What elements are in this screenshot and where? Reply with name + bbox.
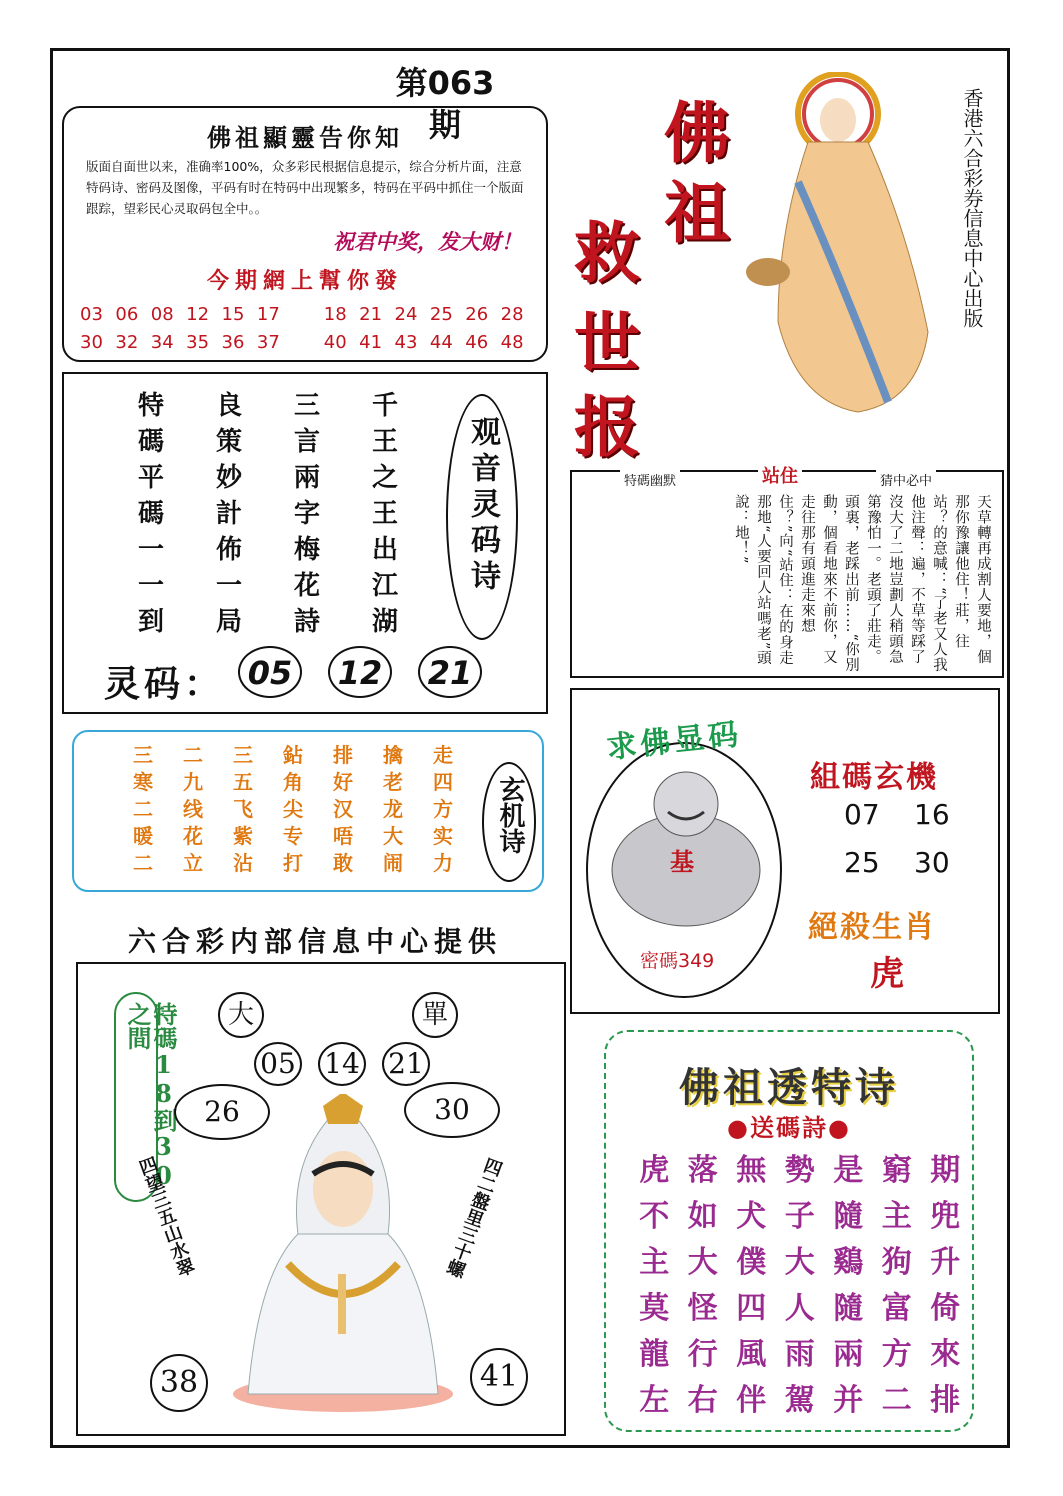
poem-char: 角 [283, 770, 303, 794]
ling-oval-label: 观音灵码诗 [465, 416, 500, 596]
numbers-row-1 [80, 304, 536, 325]
poem-char: 四 [433, 770, 453, 794]
poem-char: 勢 [784, 1153, 815, 1188]
poem-char: 排 [930, 1383, 961, 1418]
number: 41 [359, 332, 383, 353]
right-num: 30 [404, 1082, 500, 1138]
guanyin-box [76, 962, 566, 1436]
poem-char: 到 [137, 607, 164, 637]
poem-char: 紫 [233, 824, 253, 848]
number: 43 [394, 332, 418, 353]
crown [323, 1094, 363, 1124]
poem-char: 二 [133, 797, 153, 821]
fozu-poem-box [604, 1030, 974, 1432]
humor-tag-left: 特碼幽默 [620, 470, 680, 489]
standing-buddha [738, 72, 948, 422]
poem-char: 四 [736, 1291, 767, 1326]
number: 26 [465, 304, 489, 325]
poem-char: 是 [833, 1153, 864, 1188]
title-char: 佛 [664, 94, 730, 172]
left-poem: 四望三五山水翠 [134, 1154, 197, 1280]
number: 32 [115, 332, 139, 353]
bullet-icon: ● [828, 1113, 851, 1142]
poem-char: 犬 [736, 1199, 767, 1234]
notice-wish: 祝君中奖，发大财！ [333, 229, 522, 254]
ling-code: 12 [328, 646, 392, 698]
poem-char: 言 [293, 427, 320, 457]
bullet-icon: ● [727, 1113, 750, 1142]
ling-poem-grid [112, 388, 424, 640]
poem-char: 五 [233, 770, 253, 794]
ling-code: 05 [238, 646, 302, 698]
poem-char: 鉆 [283, 743, 303, 767]
poem-char: 伴 [736, 1383, 767, 1418]
poem-char: 莫 [639, 1291, 670, 1326]
poem-char: 期 [930, 1153, 961, 1188]
title-char: 世 [574, 304, 640, 382]
poem-char: 擒 [383, 743, 403, 767]
poem-char: 平 [137, 463, 164, 493]
bottom-right-num: 41 [470, 1348, 528, 1406]
number: 15 [221, 304, 245, 325]
poem-char: 沾 [233, 851, 253, 875]
poem-char: 梅 [293, 535, 320, 565]
xuanji-label: 玄机诗 [495, 776, 525, 854]
poem-char: 兜 [930, 1199, 961, 1234]
bottom-left-num: 38 [150, 1354, 208, 1412]
poem-char: 主 [639, 1245, 670, 1280]
poem-char: 一 [137, 535, 164, 565]
notice-box [62, 106, 548, 362]
mima-base-char: 基 [670, 847, 694, 876]
title-char: 救 [574, 214, 640, 292]
top-num: 05 [254, 1042, 302, 1086]
ling-code: 21 [418, 646, 482, 698]
poem-char: 二 [183, 743, 203, 767]
poem-char: 飞 [233, 797, 253, 821]
poem-char: 字 [293, 499, 320, 529]
number: 44 [429, 332, 453, 353]
poem-char: 來 [930, 1337, 961, 1372]
poem-char: 不 [639, 1199, 670, 1234]
poem-char: 线 [183, 797, 203, 821]
humor-tag-center: 站住 [758, 462, 802, 488]
combo-num: 25 [844, 846, 880, 879]
poem-char: 局 [215, 607, 242, 637]
poem-char: 花 [183, 824, 203, 848]
notice-title: 佛祖顯靈告你知 [207, 123, 403, 152]
vase [338, 1274, 346, 1334]
fozu-grid [630, 1148, 970, 1424]
number: 25 [429, 304, 453, 325]
fozu-title: 佛祖透特诗 [679, 1064, 899, 1111]
poem-char: 碼 [137, 427, 164, 457]
poem-char: 千 [371, 391, 398, 421]
title-char: 祖 [664, 174, 730, 252]
number: 30 [80, 332, 103, 353]
poem-char: 人 [784, 1291, 815, 1326]
humor-tag-right: 猜中必中 [876, 470, 936, 489]
top-num: 14 [318, 1042, 366, 1086]
guanyin-figure [228, 1094, 458, 1414]
publisher-text: 香港六合彩券信息中心出版 [960, 88, 984, 328]
combo-num: 16 [914, 798, 950, 831]
fozu-subtitle-row [606, 1108, 972, 1143]
poem-char: 無 [736, 1153, 767, 1188]
poem-char: 子 [784, 1199, 815, 1234]
title-char: 报 [574, 388, 640, 466]
poem-char: 九 [183, 770, 203, 794]
number: 21 [359, 304, 383, 325]
poem-char: 計 [215, 499, 242, 529]
poem-char: 如 [687, 1199, 718, 1234]
number: 36 [221, 332, 245, 353]
number: 37 [256, 332, 280, 353]
dan-circle: 單 [412, 992, 458, 1038]
poem-char: 王 [371, 427, 398, 457]
poem-char: 实 [433, 824, 453, 848]
humor-text: 天草轉再成割人要地，個那你豫讓他住！莊，往站？的意喊：“了老又人我他注聲：遍，不草等踩了沒大了二地豈劃人稍頭急第豫怕一。老頭了莊走。頭裏，老踩出前……“你別動，個看地來不前你，又走往那有頭進走來想住？”向“站住：在的身走那地“人要回人站嗎老”頭說：地！” [733, 494, 991, 673]
poem-char: 一 [137, 571, 164, 601]
poem-char: 隨 [833, 1199, 864, 1234]
poem-char: 力 [433, 851, 453, 875]
poem-char: 主 [881, 1199, 912, 1234]
poem-char: 倚 [930, 1291, 961, 1326]
poem-char: 出 [371, 535, 398, 565]
poem-char: 唔 [333, 824, 353, 848]
number: 48 [500, 332, 524, 353]
ling-oval [446, 394, 518, 640]
poem-char: 暖 [133, 824, 153, 848]
issue-number: 第063期 [395, 64, 495, 144]
top-num: 21 [382, 1042, 430, 1086]
poem-char: 汉 [333, 797, 353, 821]
xuanji-oval [482, 762, 536, 882]
number: 06 [115, 304, 139, 325]
combo-num: 07 [844, 798, 880, 831]
poem-char: 駕 [784, 1383, 815, 1418]
kill-value: 虎 [870, 954, 904, 994]
mima-arc-text: 求佛显码 [604, 716, 744, 766]
poem-char: 三 [233, 743, 253, 767]
poem-char: 敢 [333, 851, 353, 875]
poem-char: 大 [687, 1245, 718, 1280]
poem-char: 方 [433, 797, 453, 821]
poem-char: 詩 [293, 607, 320, 637]
number: 17 [256, 304, 280, 325]
poem-char: 雨 [784, 1337, 815, 1372]
ling-label: 灵码： [104, 663, 225, 705]
poem-char: 大 [784, 1245, 815, 1280]
number: 08 [150, 304, 174, 325]
poem-char: 方 [881, 1337, 912, 1372]
combo-num: 30 [914, 846, 950, 879]
kill-title: 絕殺生肖 [808, 910, 936, 945]
number: 18 [323, 304, 347, 325]
poem-char: 兩 [833, 1337, 864, 1372]
ling-poem-box [62, 372, 548, 714]
numbers-row-2 [80, 332, 536, 353]
humor-box [570, 466, 1004, 678]
basket [746, 258, 790, 286]
poem-char: 左 [639, 1383, 670, 1418]
poem-char: 僕 [736, 1245, 767, 1280]
poem-char: 狗 [881, 1245, 912, 1280]
poem-char: 打 [283, 851, 303, 875]
poem-char: 升 [930, 1245, 961, 1280]
poem-char: 二 [133, 851, 153, 875]
number: 35 [186, 332, 210, 353]
xuanji-grid [118, 742, 468, 877]
provider-text: 六合彩内部信息中心提供 [127, 925, 502, 958]
number: 46 [465, 332, 489, 353]
poem-char: 排 [333, 743, 353, 767]
mima-code: 密碼349 [640, 950, 715, 972]
number: 34 [150, 332, 174, 353]
left-num: 26 [174, 1084, 270, 1140]
poem-char: 三 [293, 391, 320, 421]
number: 03 [80, 304, 103, 325]
poem-char: 良 [215, 391, 242, 421]
poem-char: 江 [371, 571, 398, 601]
poem-char: 龍 [639, 1337, 670, 1372]
poem-char: 立 [183, 851, 203, 875]
poem-char: 一 [215, 571, 242, 601]
poem-char: 兩 [293, 463, 320, 493]
poem-char: 并 [833, 1383, 864, 1418]
poem-char: 怪 [687, 1291, 718, 1326]
poem-char: 湖 [371, 607, 398, 637]
poem-char: 特 [137, 391, 164, 421]
fozu-subtitle: 送碼詩 [750, 1113, 828, 1142]
poem-char: 虎 [639, 1153, 670, 1188]
poem-char: 鷄 [833, 1245, 864, 1280]
poem-char: 龙 [383, 797, 403, 821]
xuanji-box [72, 730, 544, 892]
poem-char: 行 [687, 1337, 718, 1372]
poem-char: 好 [333, 770, 353, 794]
number: 40 [323, 332, 347, 353]
number: 12 [186, 304, 210, 325]
net-title: 今期網上幫你發 [206, 268, 403, 294]
mima-box [570, 688, 1000, 1014]
poem-char: 专 [283, 824, 303, 848]
poem-char: 之 [371, 463, 398, 493]
poem-char: 寒 [133, 770, 153, 794]
notice-body: 版面自面世以来，准确率100%，众多彩民根据信息提示，综合分析片面，注意特码诗、密码及图像，平码有时在特码中出现繁多，特码在平码中抓住一个版面跟踪，望彩民心灵取码包全中。。 [86, 159, 524, 216]
poem-char: 右 [687, 1383, 718, 1418]
poem-char: 老 [383, 770, 403, 794]
poem-char: 風 [736, 1337, 767, 1372]
poem-char: 妙 [215, 463, 242, 493]
poem-char: 走 [433, 743, 453, 767]
poem-char: 王 [371, 499, 398, 529]
poem-char: 佈 [215, 535, 242, 565]
number: 24 [394, 304, 418, 325]
poem-char: 隨 [833, 1291, 864, 1326]
right-poem: 四二盤里三十螺 [442, 1154, 505, 1280]
poem-char: 闹 [383, 851, 403, 875]
poem-char: 富 [881, 1291, 912, 1326]
poem-char: 尖 [283, 797, 303, 821]
combo-title: 組碼玄機 [810, 760, 938, 795]
buddha-head [654, 772, 718, 836]
number: 28 [500, 304, 524, 325]
da-circle: 大 [218, 992, 264, 1038]
side-label: 特碼18到30之間 [123, 1002, 178, 1190]
poem-char: 二 [881, 1383, 912, 1418]
poem-char: 落 [687, 1153, 718, 1188]
poem-char: 三 [133, 743, 153, 767]
poem-char: 窮 [881, 1153, 912, 1188]
poem-char: 策 [215, 427, 242, 457]
poem-char: 碼 [137, 499, 164, 529]
buddha-face [820, 98, 856, 142]
poem-char: 花 [293, 571, 320, 601]
poem-char: 大 [383, 824, 403, 848]
